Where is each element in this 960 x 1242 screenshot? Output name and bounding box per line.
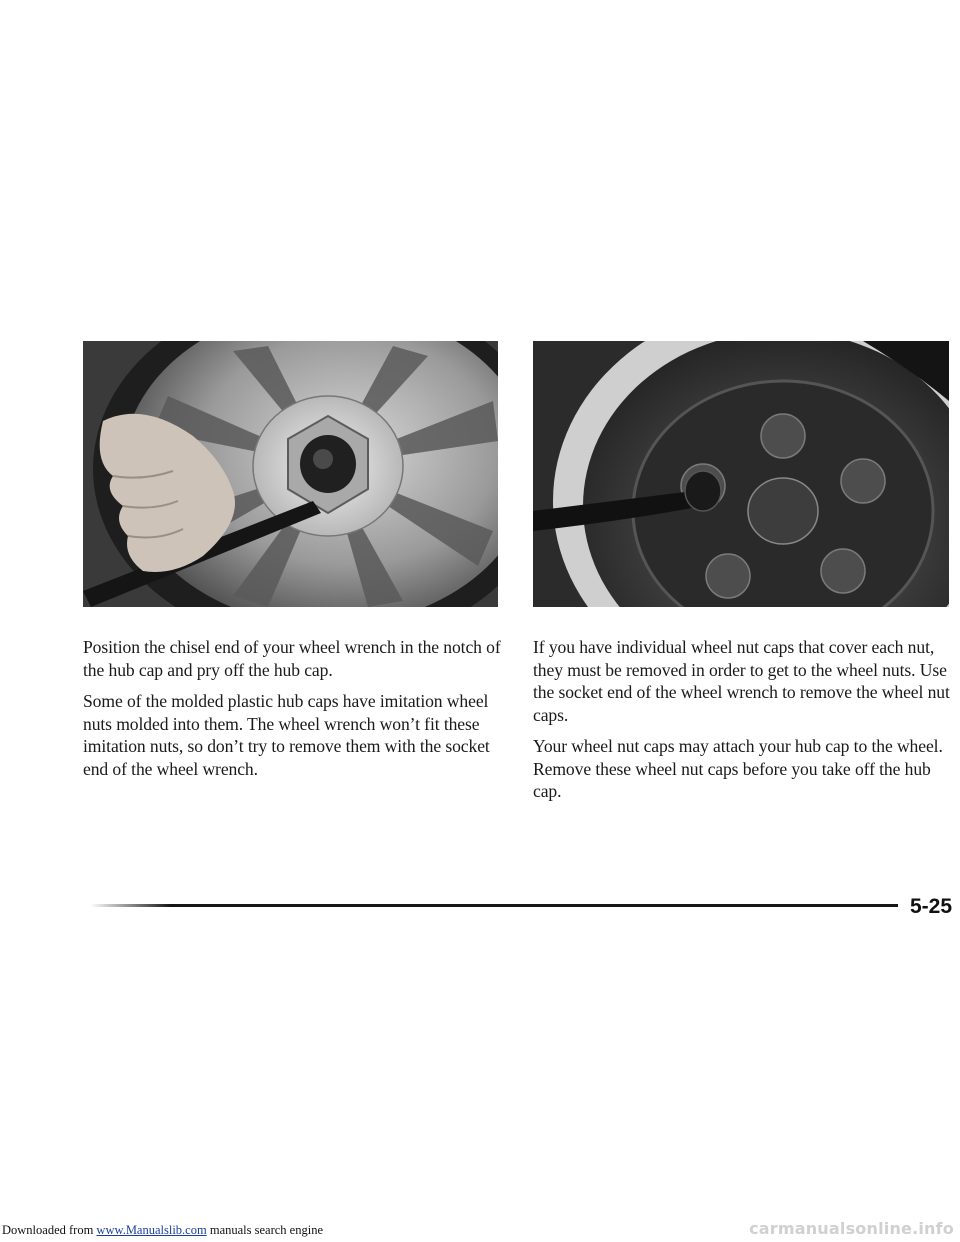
hub-cap-pry-illustration — [83, 341, 498, 607]
left-paragraph-2: Some of the molded plastic hub caps have imitation wheel nuts molded into them. The wheel wrench won’t fit these imitation nuts, so don’t try to remove them with the socket end of the wheel wrench. — [83, 691, 490, 779]
download-footer — [2, 1223, 323, 1238]
right-paragraph-2: Your wheel nut caps may attach your hub cap to the wheel. Remove these wheel nut caps before you take off the hub cap. — [533, 736, 943, 801]
hub-cap-pry-photo — [83, 341, 498, 607]
manualslib-link[interactable]: www.Manualslib.com — [96, 1223, 207, 1237]
right-column — [533, 636, 953, 812]
right-paragraph-1: If you have individual wheel nut caps that cover each nut, they must be removed in order to get to the wheel nuts. Use the socket end of the wheel wrench to remove the wheel nut caps. — [533, 637, 950, 725]
page-number: 5-25 — [910, 895, 953, 918]
left-paragraph-1: Position the chisel end of your wheel wrench in the notch of the hub cap and pry off the hub cap. — [83, 637, 501, 680]
watermark: carmanualsonline.info — [749, 1219, 954, 1238]
wheel-nut-cap-photo — [533, 341, 949, 607]
wheel-nut-cap-illustration — [533, 341, 949, 607]
footer-suffix: manuals search engine — [206, 1223, 323, 1237]
left-column — [83, 636, 503, 789]
footer-divider — [90, 904, 898, 907]
footer-prefix: Downloaded from — [2, 1223, 97, 1237]
